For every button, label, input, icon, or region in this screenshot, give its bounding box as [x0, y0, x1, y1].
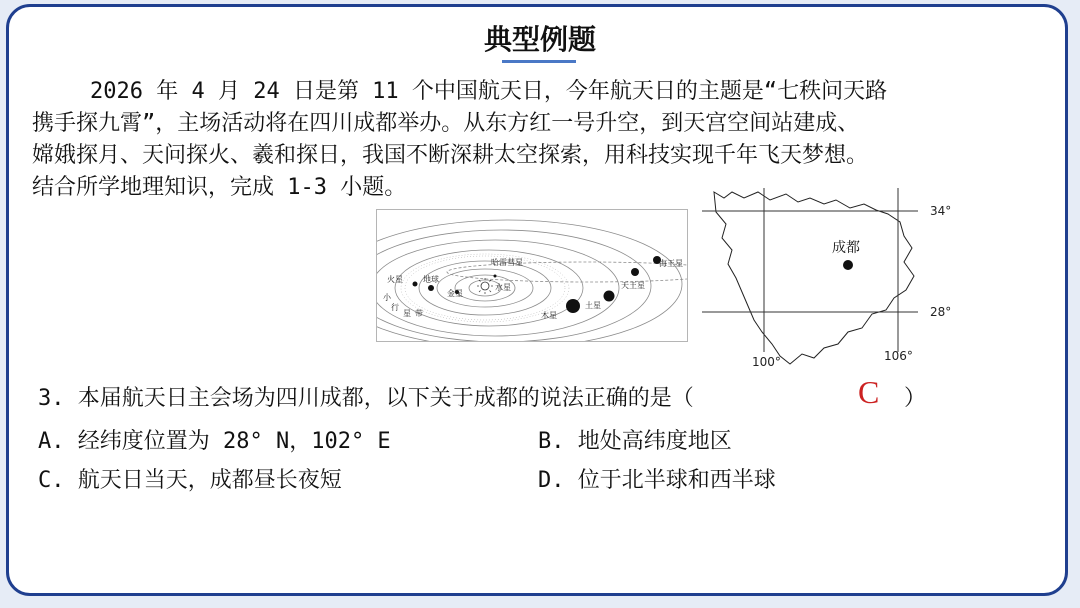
label-asteroid-belt-4: 带	[415, 309, 423, 318]
label-asteroid-belt-3: 星	[403, 309, 411, 318]
question-close-paren: ）	[904, 386, 927, 411]
label-mars: 火星	[387, 275, 403, 284]
label-lat-34: 34°	[930, 204, 952, 218]
label-halley-comet: 哈雷彗星	[491, 258, 523, 267]
label-saturn: 土星	[585, 301, 601, 310]
label-asteroid-belt-2: 行	[391, 303, 399, 312]
label-chengdu: 成都	[832, 240, 860, 256]
stem-line-3: 嫦娥探月、天问探火、羲和探日，我国不断深耕太空探索，用科技实现千年飞天梦想。	[32, 143, 869, 168]
label-lon-100: 100°	[752, 355, 781, 369]
stem-line-1	[32, 76, 1042, 108]
solar-system-diagram	[377, 210, 687, 341]
sichuan-map-figure	[698, 182, 968, 372]
label-earth: 地球	[423, 275, 439, 284]
label-lon-106: 106°	[884, 349, 913, 363]
sichuan-map	[698, 182, 968, 372]
label-mercury: 水星	[495, 283, 511, 292]
page-title: 典型例题	[483, 23, 596, 56]
title-underline	[502, 60, 576, 63]
solar-system-figure	[376, 209, 688, 342]
stem-line-1-text: 2026 年 4 月 24 日是第 11 个中国航天日，今年航天日的主题是“七秩问天路	[90, 79, 888, 104]
stem-line-2: 携手探九霄”，主场活动将在四川成都举办。从东方红一号升空，到天宫空间站建成、	[32, 111, 860, 136]
label-lat-28: 28°	[930, 305, 952, 319]
label-asteroid-belt-1: 小	[383, 293, 391, 302]
stem-line-4: 结合所学地理知识，完成 1-3 小题。	[32, 175, 407, 200]
option-d[interactable]: D. 位于北半球和西半球	[538, 468, 776, 493]
label-jupiter: 木星	[541, 311, 557, 320]
chengdu-marker	[843, 260, 853, 270]
province-outline	[714, 192, 914, 364]
label-uranus: 天王星	[621, 281, 645, 290]
answer-mark: C	[858, 374, 880, 410]
option-a[interactable]: A. 经纬度位置为 28° N，102° E	[38, 429, 391, 454]
option-c[interactable]: C. 航天日当天，成都昼长夜短	[38, 468, 342, 493]
label-neptune: 海王星	[659, 259, 683, 268]
label-venus: 金星	[447, 289, 463, 298]
option-b[interactable]: B. 地处高纬度地区	[538, 429, 732, 454]
question-text: 3. 本届航天日主会场为四川成都，以下关于成都的说法正确的是（	[38, 386, 694, 411]
